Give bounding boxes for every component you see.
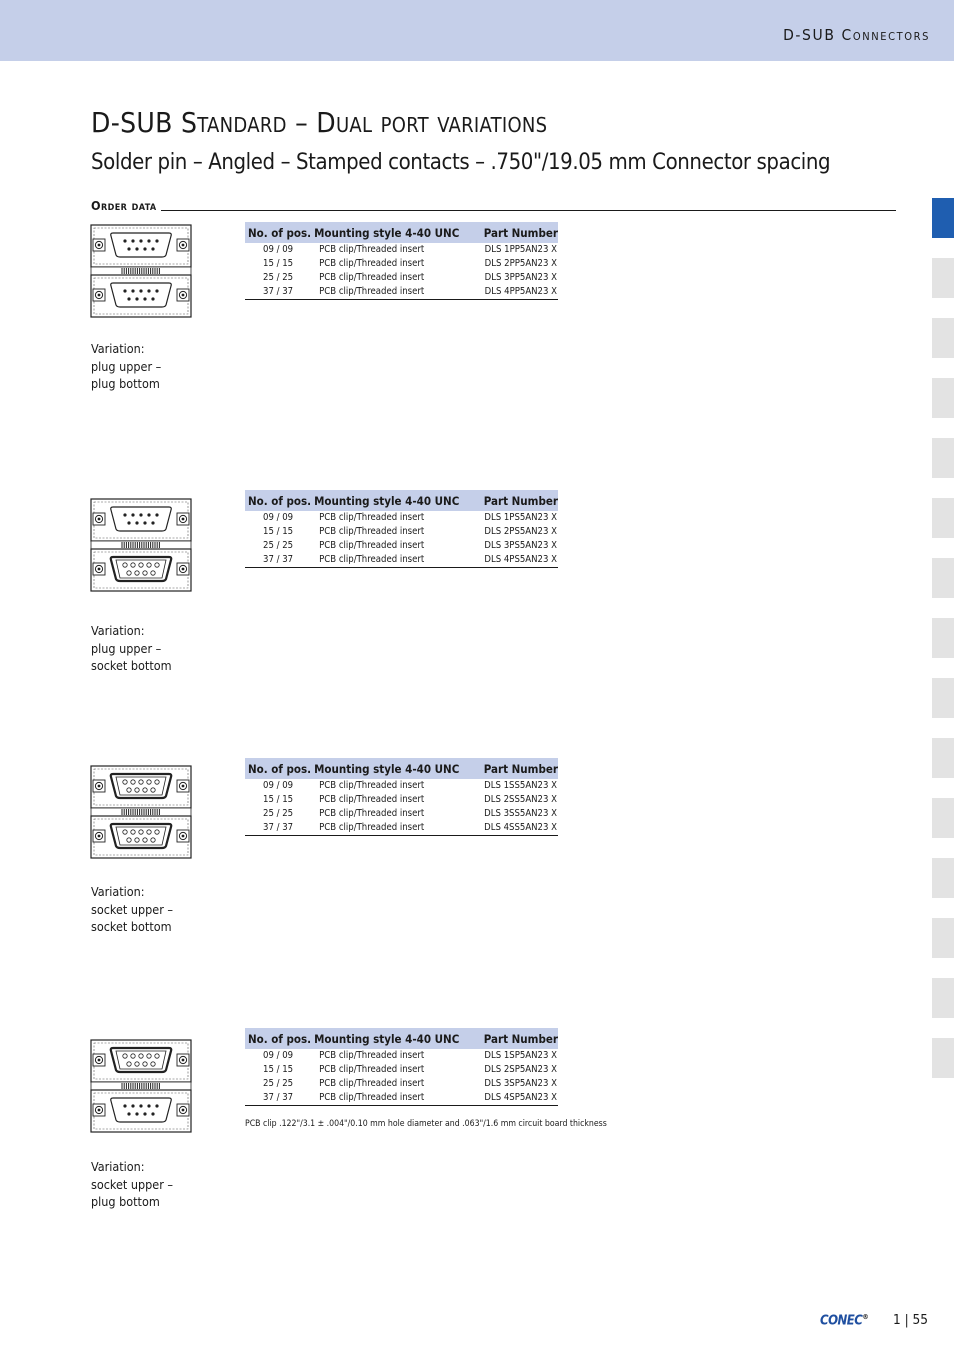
cell-mounting: PCB clip/Threaded insert — [319, 808, 425, 819]
stack-spacer — [91, 1082, 191, 1090]
connector-drawing-plug-socket — [89, 496, 194, 594]
connector-drawing-plug-plug — [89, 222, 194, 320]
column-header-mounting: Mounting style 4-40 UNC — [311, 222, 475, 243]
column-header-mounting: Mounting style 4-40 UNC — [311, 1028, 475, 1049]
cell-mounting: PCB clip/Threaded insert — [319, 794, 425, 805]
cell-mounting: PCB clip/Threaded insert — [319, 1078, 425, 1089]
variation-line: plug upper – — [91, 640, 162, 656]
column-header-part: Part Number — [475, 758, 558, 779]
cell-mounting: PCB clip/Threaded insert — [319, 540, 425, 551]
column-header-positions: No. of pos. — [245, 1028, 311, 1049]
side-tab-9[interactable] — [932, 678, 954, 718]
column-header-part: Part Number — [475, 222, 558, 243]
table-header-row — [245, 758, 558, 779]
cell-pos: 09 / 09 — [263, 1050, 294, 1061]
cell-pos: 15 / 15 — [263, 794, 294, 805]
cell-part: DLS 3SP5AN23 X — [484, 1078, 557, 1089]
cell-mounting: PCB clip/Threaded insert — [311, 1091, 475, 1106]
side-tab-8[interactable] — [932, 618, 954, 658]
side-tab-11[interactable] — [932, 798, 954, 838]
column-header-positions: No. of pos. — [245, 758, 311, 779]
cell-pos: 37 / 37 — [245, 1091, 311, 1106]
side-tab-15[interactable] — [932, 1038, 954, 1078]
cell-pos: 37 / 37 — [245, 821, 311, 836]
cell-mounting: PCB clip/Threaded insert — [311, 553, 475, 568]
column-header-part: Part Number — [475, 490, 558, 511]
cell-pos: 15 / 15 — [263, 526, 294, 537]
conec-logo — [820, 1313, 868, 1328]
socket-connector-port — [91, 766, 191, 808]
cell-pos: 15 / 15 — [263, 258, 294, 269]
variation-label — [91, 340, 161, 393]
side-tab-2[interactable] — [932, 258, 954, 298]
cell-pos: 09 / 09 — [263, 512, 294, 523]
table-row — [245, 511, 558, 525]
registered-mark: ® — [862, 1313, 869, 1321]
cell-pos: 25 / 25 — [263, 272, 294, 283]
table-row — [245, 539, 558, 553]
order-table — [245, 222, 558, 300]
cell-mounting: PCB clip/Threaded insert — [319, 1064, 425, 1075]
variation-line: Variation: — [91, 341, 145, 356]
side-tab-3[interactable] — [932, 318, 954, 358]
variation-line: socket bottom — [91, 919, 172, 934]
stack-spacer — [91, 541, 191, 549]
column-header-part: Part Number — [475, 1028, 558, 1049]
cell-mounting: PCB clip/Threaded insert — [319, 780, 425, 791]
table-row — [245, 1091, 558, 1106]
table-row — [245, 821, 558, 836]
variation-label — [91, 622, 172, 675]
table-row — [245, 243, 558, 257]
variation-line: socket upper – — [91, 1176, 174, 1192]
connector-drawing-socket-socket — [89, 763, 194, 861]
cell-part: DLS 2PP5AN23 X — [484, 258, 557, 269]
cell-part: DLS 1PS5AN23 X — [484, 512, 557, 523]
cell-part: DLS 4SS5AN23 X — [475, 821, 558, 836]
side-tab-12[interactable] — [932, 858, 954, 898]
cell-pos: 25 / 25 — [263, 808, 294, 819]
table-row — [245, 807, 558, 821]
variation-line: Variation: — [91, 884, 145, 899]
cell-part: DLS 4PP5AN23 X — [475, 285, 558, 300]
page-subtitle: Solder pin – Angled – Stamped contacts – .750"/19.05 mm Connector spacing — [91, 150, 831, 175]
order-table — [245, 1028, 558, 1106]
side-tab-7[interactable] — [932, 558, 954, 598]
order-table — [245, 490, 558, 568]
socket-connector-port — [91, 549, 191, 591]
variation-line: plug bottom — [91, 1194, 160, 1209]
cell-mounting: PCB clip/Threaded insert — [311, 821, 475, 836]
cell-pos: 37 / 37 — [245, 285, 311, 300]
section-title: D-SUB Connectors — [783, 26, 930, 44]
cell-mounting: PCB clip/Threaded insert — [319, 272, 425, 283]
column-header-positions: No. of pos. — [245, 490, 311, 511]
variation-line: plug upper – — [91, 358, 162, 374]
order-data-rule — [91, 210, 896, 211]
footnote: PCB clip .122"/3.1 ± .004"/0.10 mm hole diameter and .063"/1.6 mm circuit board thickness — [245, 1119, 607, 1129]
side-tab-10[interactable] — [932, 738, 954, 778]
cell-pos: 09 / 09 — [263, 780, 294, 791]
cell-part: DLS 2SP5AN23 X — [484, 1064, 557, 1075]
cell-part: DLS 2SS5AN23 X — [484, 794, 557, 805]
table-row — [245, 553, 558, 568]
cell-pos: 15 / 15 — [263, 1064, 294, 1075]
socket-connector-port — [91, 816, 191, 858]
cell-pos: 37 / 37 — [245, 553, 311, 568]
variation-line: Variation: — [91, 623, 145, 638]
table-header-row — [245, 490, 558, 511]
table-row — [245, 271, 558, 285]
column-header-positions: No. of pos. — [245, 222, 311, 243]
socket-connector-port — [91, 1040, 191, 1082]
variation-label — [91, 1158, 173, 1211]
table-header-row — [245, 222, 558, 243]
side-tab-1[interactable] — [932, 198, 954, 238]
cell-part: DLS 4PS5AN23 X — [475, 553, 558, 568]
cell-part: DLS 1PP5AN23 X — [484, 244, 557, 255]
cell-part: DLS 4SP5AN23 X — [475, 1091, 558, 1106]
cell-mounting: PCB clip/Threaded insert — [319, 244, 425, 255]
cell-pos: 09 / 09 — [263, 244, 294, 255]
side-tab-13[interactable] — [932, 918, 954, 958]
table-header-row — [245, 1028, 558, 1049]
plug-connector-port — [91, 1090, 191, 1132]
column-header-mounting: Mounting style 4-40 UNC — [311, 758, 475, 779]
cell-part: DLS 3SS5AN23 X — [484, 808, 557, 819]
logo-text: CONEC — [820, 1313, 863, 1329]
side-tab-4[interactable] — [932, 378, 954, 418]
column-header-mounting: Mounting style 4-40 UNC — [311, 490, 475, 511]
variation-line: plug bottom — [91, 376, 160, 391]
table-row — [245, 779, 558, 793]
cell-part: DLS 1SP5AN23 X — [484, 1050, 557, 1061]
table-row — [245, 793, 558, 807]
cell-pos: 25 / 25 — [263, 540, 294, 551]
plug-connector-port — [91, 225, 191, 267]
cell-pos: 25 / 25 — [263, 1078, 294, 1089]
cell-part: DLS 1SS5AN23 X — [484, 780, 557, 791]
variation-line: socket upper – — [91, 901, 174, 917]
page-number: 1 | 55 — [893, 1312, 928, 1328]
plug-connector-port — [91, 499, 191, 541]
table-row — [245, 1077, 558, 1091]
variation-label — [91, 883, 173, 936]
cell-part: DLS 3PP5AN23 X — [484, 272, 557, 283]
stack-spacer — [91, 267, 191, 275]
table-row — [245, 1063, 558, 1077]
cell-mounting: PCB clip/Threaded insert — [319, 526, 425, 537]
cell-mounting: PCB clip/Threaded insert — [319, 1050, 425, 1061]
plug-connector-port — [91, 275, 191, 317]
side-tab-6[interactable] — [932, 498, 954, 538]
cell-mounting: PCB clip/Threaded insert — [311, 285, 475, 300]
side-tab-14[interactable] — [932, 978, 954, 1018]
cell-part: DLS 3PS5AN23 X — [484, 540, 557, 551]
cell-mounting: PCB clip/Threaded insert — [319, 258, 425, 269]
variation-line: socket bottom — [91, 658, 172, 673]
table-row — [245, 285, 558, 300]
order-table — [245, 758, 558, 836]
stack-spacer — [91, 808, 191, 816]
connector-drawing-socket-plug — [89, 1037, 194, 1135]
order-data-label: Order data — [91, 198, 161, 213]
cell-mounting: PCB clip/Threaded insert — [319, 512, 425, 523]
table-row — [245, 1049, 558, 1063]
table-row — [245, 257, 558, 271]
page-title: D-SUB Standard – Dual port variations — [91, 106, 548, 139]
table-row — [245, 525, 558, 539]
variation-line: Variation: — [91, 1159, 145, 1174]
cell-part: DLS 2PS5AN23 X — [484, 526, 557, 537]
side-tab-5[interactable] — [932, 438, 954, 478]
